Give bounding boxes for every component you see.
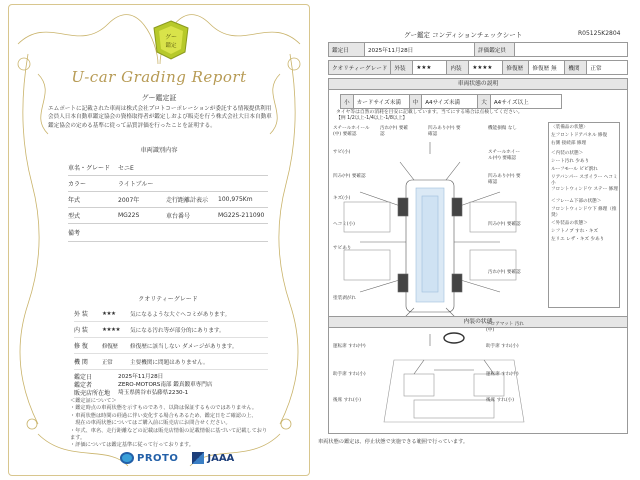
damage-label: 汚れ(中) 要確認 (380, 126, 409, 137)
grade-stars: ★★★★ (102, 326, 121, 333)
equipment-title: 〈装備品の状態〉 (551, 125, 588, 130)
svg-text:グー: グー (164, 34, 178, 41)
interior-label: フロアマット 汚れ(中) (486, 322, 525, 333)
note-line: ・鑑定時点の車両状態を示すものであり、以降は保証するものではありません。 (70, 405, 258, 412)
equipment-item: シート汚れ 少あり (551, 159, 590, 164)
size-medium-desc: A4サイズ未満 (422, 95, 478, 109)
interior-label: 助手席 すれ(小) (333, 372, 366, 377)
grade-label: 修 復 (74, 343, 88, 350)
jaaa-logo-text: JAAA (207, 452, 235, 464)
row-remarks (68, 224, 268, 242)
vehicle-section-heading: 車両識別内容 (140, 147, 178, 154)
damage-label: ヘコミ(小) (333, 222, 355, 227)
damage-label: キズ(小) (333, 196, 351, 201)
ext-value: ★★★ (413, 61, 447, 75)
equipment-item: 左リエ レザ・キズ 少あり (551, 237, 605, 242)
interior-label: 運転席 すれ(中) (486, 372, 519, 377)
grade-desc: 主要機関に問題はありません。 (130, 359, 209, 366)
grade-stars: ★★★ (102, 310, 116, 317)
grade-desc: 気になるような大ぐへコミがあります。 (130, 311, 231, 318)
interior-label: 後席 すれ(小) (486, 398, 515, 403)
equipment-panel (548, 122, 620, 308)
equipment-item: リアバンパー スポイラー ヘコミ小 (551, 175, 618, 186)
row-model (68, 160, 268, 176)
certificate-intro: エムポートに記載された車両は株式会社プロトコーポレーションが委託する情報提供利用会員人日本自動車鑑定協会の資格取得者が鑑定しおよび販売を行う株式会社大日本自動車鑑定協会の定める基準に従って品質評価を行ったことを証明する。 (48, 106, 272, 129)
address: 埼玉県熊谷市弘藤県2230-1 (118, 390, 189, 396)
damage-label: 機能損傷 なし (488, 126, 518, 131)
size-large: 大 (478, 95, 491, 109)
equipment-item: フロントウィンドウ ステー 修理 (551, 187, 618, 192)
proto-logo (120, 452, 178, 464)
int-value: ★★★★ (469, 61, 503, 75)
damage-label: サビあり (333, 246, 352, 251)
equipment-item: 右側 接続部 修理 (551, 141, 587, 146)
row-value-2: MG22S-211090 (218, 212, 265, 219)
damage-label: 凹み(中) 要確認 (333, 174, 366, 179)
note-line: ・評価については鑑定基準に従って行っております。 (70, 442, 194, 449)
proto-logo-text: PROTO (137, 452, 179, 464)
sheet-date-table (328, 42, 628, 57)
size-small-desc: カードサイズ未満 (353, 95, 409, 109)
row-value-2: 100,975Km (218, 196, 253, 203)
damage-label: スチールホイール(中) 要確認 (488, 150, 520, 161)
interior-label: 後席 すれ(小) (333, 398, 362, 403)
grading-certificate (8, 4, 310, 476)
interior-label: 運転席 すれ(中) (333, 344, 366, 349)
damage-label: 凹みあり(中) 要確認 (488, 174, 521, 185)
sheet-code: R05125K2804 (578, 30, 621, 37)
certificate-subtitle: グー鑑定証 (141, 94, 177, 102)
row-label: 車名・グレード (68, 165, 111, 172)
address-label: 販売店所在地 (74, 390, 111, 397)
damage-label: サビ(小) (333, 150, 351, 155)
grade-label: 内 装 (74, 327, 88, 334)
row-value: セニE (118, 165, 134, 172)
interior-label: 助手席 すれ(小) (486, 344, 519, 349)
grade-desc: 気になる汚れ等が部分的にあります。 (130, 327, 225, 334)
equipment-item: ルーフモール ビビ割れ (551, 167, 598, 172)
grade-row-exterior (74, 306, 268, 322)
certificate-title: U-car Grading Report (71, 68, 247, 86)
grade-row-interior (74, 322, 268, 338)
row-color (68, 176, 268, 192)
appraisal-date-label: 鑑定日 (74, 374, 93, 381)
row-value: ライトブルー (118, 181, 154, 188)
grade-label: クオリティーグレード (329, 61, 391, 75)
equipment-item: ＜フレーム下部の状態＞ (551, 199, 602, 204)
sheet-footer-note: 車両状態の鑑定は、停止状態で実施できる範囲で行っています。 (318, 439, 469, 445)
equipment-item: 左フロントドアパネル 修復 (551, 133, 608, 138)
row-label-2: 走行距離計表示 (166, 197, 209, 204)
int-label: 内装 (447, 61, 469, 75)
row-label: 備考 (68, 230, 81, 237)
date-value: 2025年11月28日 (365, 43, 475, 57)
row-label: 型式 (68, 213, 81, 220)
damage-label: スチールホイール(中) 要確認 (333, 126, 370, 137)
store-name: ZERO-MOTORS南部 鑑真鍛車専門店 (118, 382, 213, 388)
dealer-label: 評価鑑定員 (475, 43, 515, 57)
size-medium: 中 (409, 95, 422, 109)
damage-label: 汚れ(中) 要確認 (488, 270, 521, 275)
sheet-title: グー鑑定 コンディションチェックシート (404, 31, 523, 39)
jaaa-mark-icon (192, 452, 204, 464)
address-row (74, 388, 268, 397)
note-line: ＜鑑定証について＞ (70, 398, 117, 404)
size-small: 小 (341, 95, 354, 109)
dealer-value (515, 43, 628, 57)
grade-stars: 正常 (102, 359, 113, 366)
grade-section-heading: クオリティーグレード (138, 296, 198, 303)
repair-label: 修復歴 (503, 61, 529, 75)
damage-label: 凹みあり(中) 要確認 (428, 126, 461, 137)
damage-label: 凹み(中) 要確認 (488, 222, 521, 227)
repair-value: 修復歴 無 (529, 61, 565, 75)
size-legend (340, 94, 562, 109)
note-line: ・車両状態は時間の経過に伴い変化する場合もあるため、鑑定日をご確認の上、 (70, 412, 257, 419)
equipment-item: ＜内装の状態＞ (551, 151, 584, 156)
grade-label: 機 関 (74, 359, 88, 366)
row-year (68, 192, 268, 208)
row-value: MG22S (118, 212, 140, 219)
note-line: 現在の車両状態についてはご購入前に販売店にお問合せください。 (70, 420, 231, 427)
date-label: 鑑定日 (329, 43, 365, 57)
proto-mark-icon (120, 452, 134, 464)
grade-label: 外 装 (74, 311, 88, 318)
row-label: カラー (68, 181, 87, 188)
damage-label: 塗装剥がれ (333, 296, 356, 301)
ext-label: 外装 (391, 61, 413, 75)
grade-row-engine (74, 354, 268, 370)
equipment-item: シフトノブ すれ・キズ (551, 229, 599, 234)
equipment-item: ＜外装品の状態＞ (551, 221, 588, 226)
engine-value: 正常 (587, 61, 628, 75)
condition-title: 車両状態の説明 (328, 78, 628, 90)
engine-label: 機関 (565, 61, 587, 75)
grade-row-repair (74, 338, 268, 354)
grade-desc: 修復歴に該当しない ダメージがあります。 (130, 343, 238, 350)
appraisal-date: 2025年11月28日 (118, 374, 164, 380)
note-line: ・年式、車名、走行距離などの記載は販売店情報の記載情報に基づいて記載しております。 (70, 427, 268, 442)
svg-text:鑑定: 鑑定 (165, 43, 177, 49)
row-label: 年式 (68, 197, 81, 204)
interior-title: 内装の状態 (328, 316, 628, 328)
certificate-notes (70, 398, 270, 450)
jaaa-logo (192, 452, 234, 464)
grade-stars: 修復歴 (102, 343, 118, 350)
equipment-item: フロントウィンドウ下 修理（推奨） (551, 207, 617, 218)
tire-note: 【例 1/2以上-1/4以上-1/8以上】 (336, 116, 408, 121)
row-label-2: 車台番号 (166, 213, 191, 220)
footer-logos (120, 452, 234, 464)
row-type (68, 208, 268, 224)
store-label: 鑑定者 (74, 382, 93, 389)
sheet-grade-table (328, 60, 628, 75)
legend-text: タイヤ等は自然の消耗を目安に記載しています。当てにする場合は点検してください。 (336, 110, 523, 115)
row-value: 2007年 (118, 197, 140, 204)
size-large-desc: A4サイズ以上 (490, 95, 561, 109)
goo-appraisal-badge-icon (152, 20, 190, 60)
